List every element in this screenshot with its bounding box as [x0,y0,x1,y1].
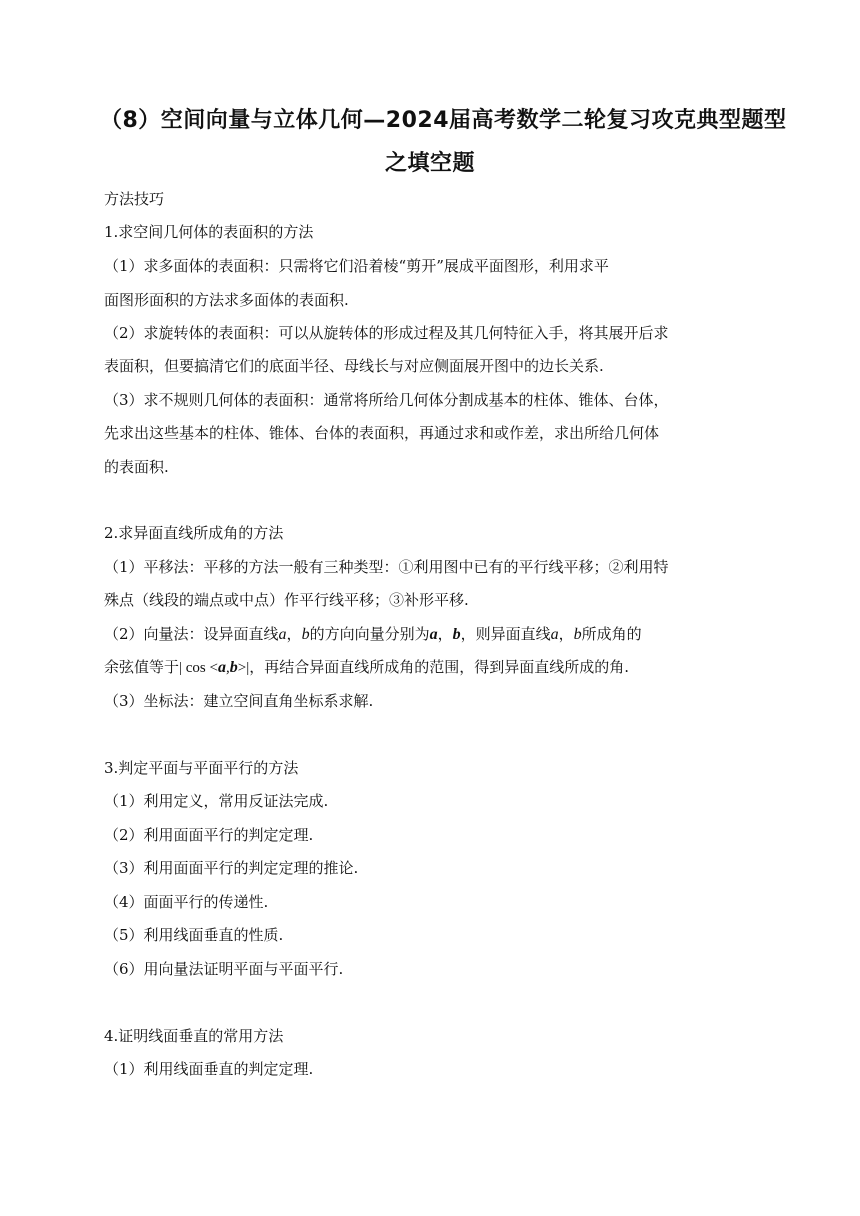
text-run: 所成角的 [581,625,642,643]
separator: ， [558,625,574,643]
section-4-heading: 4.证明线面垂直的常用方法 [104,1027,284,1045]
variable-a: a [278,626,287,643]
text-run: （2）向量法：设异面直线 [104,625,279,643]
vector-a: a [217,659,226,676]
variable-b: b [573,626,582,643]
section-3-item: （1）利用定义，常用反证法完成. [104,792,329,810]
vector-a: a [429,626,438,643]
separator: ， [437,625,453,643]
section-1-paragraph-2-line-1: （2）求旋转体的表面积：可以从旋转体的形成过程及其几何特征入手，将其展开后求 [104,324,669,342]
methods-heading: 方法技巧 [104,190,165,208]
cos-expression-suffix: >| [237,660,250,676]
section-2-paragraph-3: （3）坐标法：建立空间直角坐标系求解. [104,692,374,710]
variable-a: a [550,626,559,643]
section-3-item: （6）用向量法证明平面与平面平行. [104,960,344,978]
text-run: ，再结合异面直线所成角的范围，得到异面直线所成的角. [249,658,629,676]
cos-expression-comma: , [225,660,230,676]
section-3-item: （4）面面平行的传递性. [104,893,269,911]
separator: ， [286,625,302,643]
document-title-line-1: （8）空间向量与立体几何—2024届高考数学二轮复习攻克典型题型 [100,108,787,133]
vector-b: b [452,626,461,643]
text-run: 的方向向量分别为 [309,625,430,643]
section-1-paragraph-2-line-2: 表面积，但要搞清它们的底面半径、母线长与对应侧面展开图中的边长关系. [104,357,604,375]
section-1-heading: 1.求空间几何体的表面积的方法 [104,223,314,241]
vector-b: b [229,659,238,676]
section-1-paragraph-1-line-1: （1）求多面体的表面积：只需将它们沿着棱“剪开”展成平面图形，利用求平 [104,257,609,275]
section-1-paragraph-3-line-1: （3）求不规则几何体的表面积：通常将所给几何体分割成基本的柱体、锥体、台体， [104,391,669,409]
section-3-heading: 3.判定平面与平面平行的方法 [104,759,299,777]
section-3-item: （5）利用线面垂直的性质. [104,926,284,944]
section-1-paragraph-3-line-3: 的表面积. [104,458,169,476]
section-4-item: （1）利用线面垂直的判定定理. [104,1060,314,1078]
section-2-heading: 2.求异面直线所成角的方法 [104,524,284,542]
section-3-item: （3）利用面面平行的判定定理的推论. [104,859,359,877]
section-1-paragraph-1-line-2: 面图形面积的方法求多面体的表面积. [104,291,349,309]
section-2-paragraph-2-line-1 [104,624,642,645]
document-title-line-2: 之填空题 [384,151,475,176]
text-run: ，则异面直线 [460,625,551,643]
section-3-item: （2）利用面面平行的判定定理. [104,826,314,844]
text-run: 余弦值等于 [104,658,180,676]
section-1-paragraph-3-line-2: 先求出这些基本的柱体、锥体、台体的表面积，再通过求和或作差，求出所给几何体 [104,424,660,442]
section-2-paragraph-1-line-2: 殊点（线段的端点或中点）作平行线平移；③补形平移. [104,591,469,609]
section-2-paragraph-2-line-2 [104,657,629,678]
variable-b: b [301,626,310,643]
cos-expression-prefix: | cos < [179,660,218,676]
section-2-paragraph-1-line-1: （1）平移法：平移的方法一般有三种类型：①利用图中已有的平行线平移；②利用特 [104,558,669,576]
